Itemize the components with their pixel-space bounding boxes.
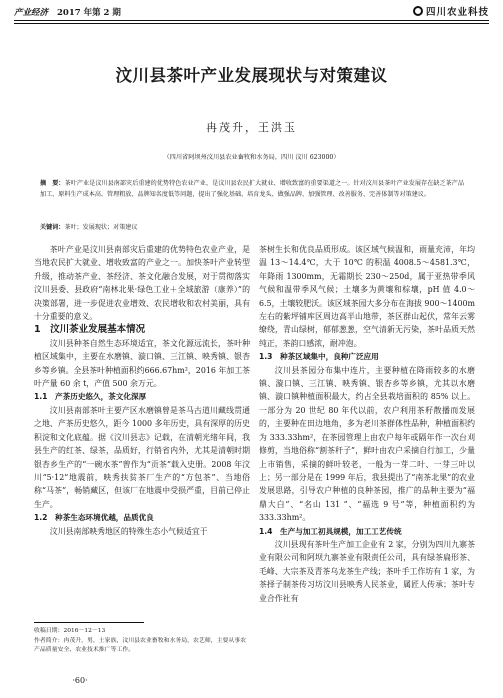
subsection-heading-1-4: 1.4 生产与加工初具规模，加工工艺传统 [259, 526, 402, 536]
page-number: ·60· [72, 676, 88, 685]
abstract [40, 179, 464, 201]
author-affiliation: （四川省阿坝州汶川县农业畜牧和水务局，四川 汶川 623000） [163, 154, 340, 161]
journal-logo [413, 4, 489, 18]
journal-logo-text: 四川农业科技 [425, 7, 489, 18]
author-note: 作者简介：冉茂升，男，土家族，汶川县农业畜牧和水务局，农艺师，主要从事农产品质量安全、农业技术推广等工作。 [34, 637, 247, 653]
article-title: 汶川县茶叶产业发展现状与对策建议 [115, 66, 388, 85]
paragraph: 汶川县现有茶叶生产加工企业有 2 家，分别为四川九寨茶业有限公司和阿坝九寨茶业有限责任公司，具有绿茶扁形茶、毛峰、大宗茶及青茶乌龙茶生产线；茶叶手工作坊有 1 家，为茶择子制茶传习坊汶川县映秀人民茶业，属匠人传承；茶叶专业合作社有 [259, 539, 475, 603]
received-date: 收稿日期：2016－12－13 [34, 628, 106, 634]
paragraph: 汶川县南部映秀地区的特殊生态小气候适宜于 [49, 526, 208, 536]
journal-header [14, 6, 121, 18]
subsection-heading-1-3: 1.3 种茶区域集中，良种广泛应用 [259, 352, 379, 362]
footnote [34, 627, 250, 656]
subsection-heading-1-2: 1.2 种茶生态环境优越，品质优良 [34, 513, 154, 523]
keywords-label: 关键词： [40, 224, 65, 231]
abstract-text: 茶叶产业是汶川县南部灾后重建的优势特色农业产业，是汶川县农民扩大就业、增收致富的重要渠道之一。针对汶川县茶叶产业发展存在缺乏茶产品加工、原料生产成本高、管理粗放、品牌知名度低等问题，提出了强化基础、培育龙头、做强品牌、加强管理、改善服务、完善体制等对策建议。 [40, 180, 465, 198]
header-rule-thin [14, 23, 489, 24]
section-heading-1: 1 汶川茶业发展基本情况 [34, 324, 146, 336]
paragraph: 汶川县茶园分布集中连片，主要种植在降雨较多的水磨镇、漩口镇、三江镇、映秀镇、银杏乡等乡镇，尤其以水磨镇、漩口镇种植面积最大，约占全县栽培面积的 85% 以上。一部分为 20 世纪 80 年代以前，农户利用茶籽散播而发展的，主要种在田边地角，多为老川茶群体性品种，种植面积约为 333.33hm²，在茶园管理上由农户每年或隔年作一次台刈修剪，当地俗称“割茶秆子”，鲜叶由农户采摘自行加工，少量上市销售，采摘的鲜叶较老，一般为一芽二叶、一芽三叶以上；另一部分是在 1999 年后，我县提出了“南茶北果”的农业发展思路，引导农户种植的良种茶园，推广的品种主要为“福鼎大白”、“名山 131 ”、“福选 9 号”等，种植面积约为 333.33hm²。 [259, 365, 475, 523]
subsection-heading-1-1: 1.1 产茶历史悠久，茶文化深厚 [34, 392, 147, 402]
intro-paragraph: 茶叶产业是汶川县南部灾后重建的优势特色农业产业，是当地农民扩大就业、增收致富的产业之一。加快茶叶产业转型升级，推动茶产业、茶经济、茶文化融合发展，对于贯彻落实汶川县委、县政府“南林北果·绿色工业＋全域旅游（康养）”的决策部署，进一步促进农业增效、农民增收和农村美丽，具有十分重要的意义。 [34, 245, 250, 322]
footnote-rule [34, 622, 144, 623]
paragraph: 汶川县种茶自然生态环境适宜，茶文化源远流长，茶叶种植区域集中，主要在水磨镇、漩口镇、三江镇、映秀镇、银杏乡等乡镇。全县茶叶种植面积约666.67hm²，2016 年加工茶叶产量 60 余 t，产值 500 余万元。 [34, 338, 250, 389]
paragraph: 茶树生长和优良品质形成。该区域气候温和，雨量充沛，年均温 13～14.4℃，大于 10℃ 的积温 4008.5～4581.3℃，年降雨 1300mm，无霜期长 230～250d，属于亚热带季风气候和温带季风气候；土壤多为黄壤和棕壤，pH 值 4.0～6.5，土壤较肥沃。该区域茶园大多分布在海拔 900～1400m 左右的紫坪铺库区周边高半山地带，茶区群山起伏，常年云雾缭绕，青山绿树，郁郁葱葱，空气清新无污染，茶叶品质天然纯正，茶韵口感浓，耐冲泡。 [259, 245, 475, 348]
journal-section: 产业经济 [14, 8, 49, 18]
abstract-label: 摘 要： [40, 180, 65, 187]
article-authors: 冉茂升，王洪玉 [206, 121, 297, 134]
journal-issue: 2017 年第 2 期 [56, 8, 121, 18]
header-rule [14, 20, 489, 21]
right-column [259, 243, 475, 605]
keywords [40, 222, 464, 231]
left-column [34, 243, 250, 538]
paragraph: 汶川县南部茶叶主要产区水磨镇曾是茶马古道川藏线贯通之地、产茶历史悠久，距今 1000 多年历史，具有深厚的历史积淀和文化底蕴。据《汶川县志》记载，在清朝光绪年间，我县生产的红茶、绿茶，品质好，行销省内外，尤其是清朝时期银杏乡生产的“一碗水茶”曾作为“贡茶”载入史册。2008 年汶川“5·12”地震前，映秀扶贫茶厂生产的“方包茶”、当地俗称“马茶”，畅销藏区，但该厂在地震中受损严重，目前已停止生产。 [34, 405, 250, 509]
journal-logo-ring-icon [413, 6, 423, 16]
keywords-text: 茶叶；发展现状；对策建议 [64, 224, 138, 231]
